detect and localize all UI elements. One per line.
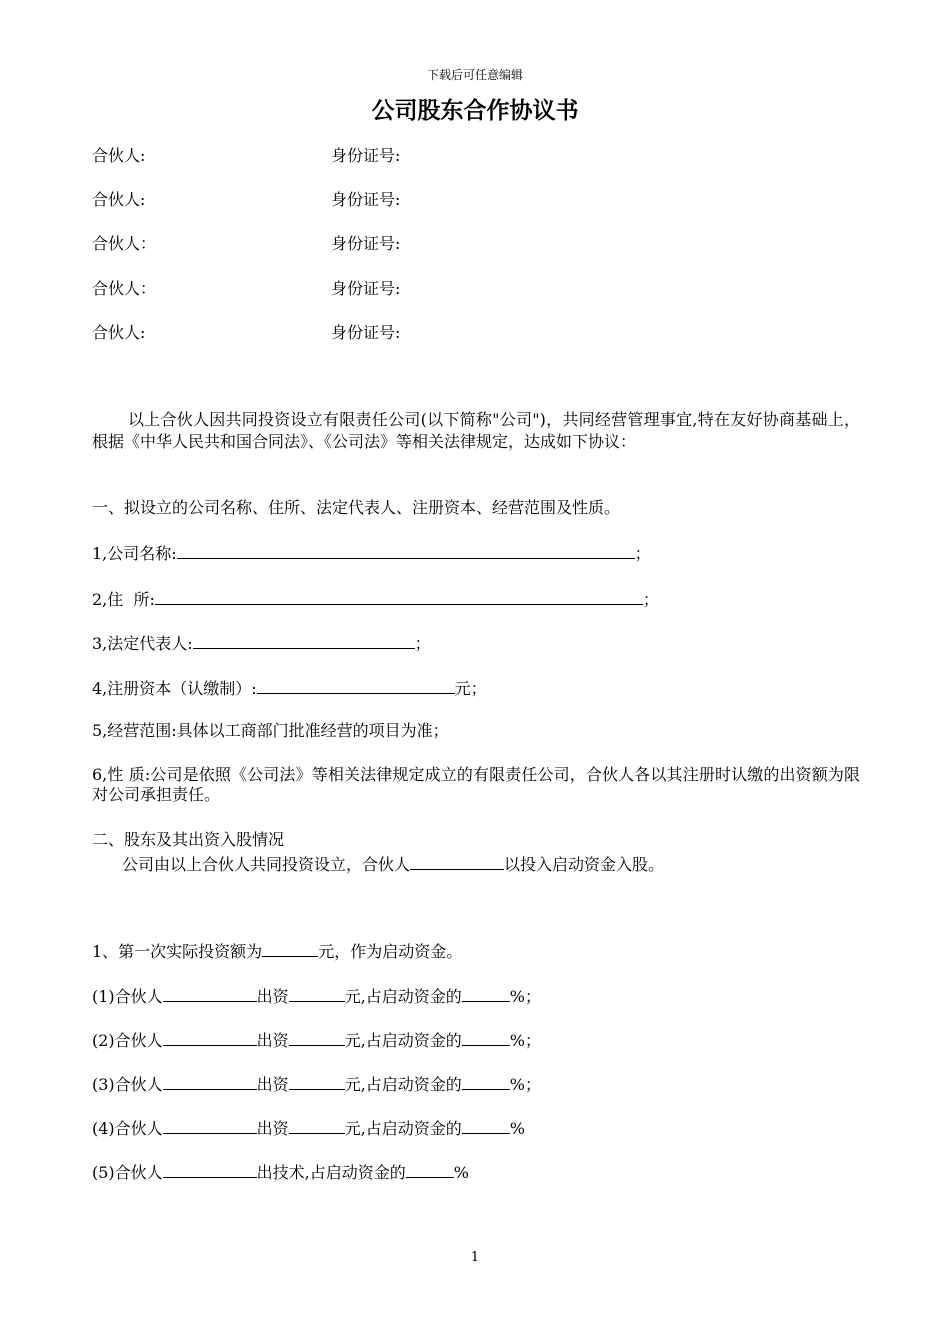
row-prefix: (4)合伙人 bbox=[92, 1119, 163, 1138]
row-mid: 出技术,占启动资金的 bbox=[256, 1163, 406, 1182]
legal-rep-end: ； bbox=[414, 634, 431, 653]
partner-name-blank[interactable] bbox=[410, 853, 504, 870]
row-end: % bbox=[509, 1119, 525, 1138]
partner-blank[interactable] bbox=[163, 1117, 257, 1134]
section2-line bbox=[122, 853, 664, 875]
section1-heading: 一、拟设立的公司名称、住所、法定代表人、注册资本、经营范围及性质。 bbox=[92, 498, 621, 517]
row-prefix: (5)合伙人 bbox=[92, 1163, 163, 1182]
row-end: % bbox=[453, 1163, 469, 1182]
percent-blank[interactable] bbox=[462, 985, 510, 1002]
partner-label: 合伙人: bbox=[92, 146, 146, 165]
company-name-label: 1,公司名称: bbox=[92, 544, 177, 563]
section2-text-a: 公司由以上合伙人共同投资设立，合伙人 bbox=[122, 855, 411, 874]
capital-line bbox=[92, 677, 487, 699]
legal-rep-line bbox=[92, 632, 431, 654]
row-end: %； bbox=[509, 1075, 541, 1094]
id-label: 身份证号: bbox=[331, 234, 401, 253]
row-prefix: (1)合伙人 bbox=[92, 987, 163, 1006]
amount-blank[interactable] bbox=[289, 1073, 345, 1090]
first-investment-text-a: 1、第一次实际投资额为 bbox=[92, 942, 263, 961]
partner-blank[interactable] bbox=[163, 985, 257, 1002]
partner-label: 合伙人： bbox=[92, 279, 157, 298]
partner-label: 合伙人： bbox=[92, 234, 157, 253]
row-yuan: 元,占启动资金的 bbox=[344, 1119, 462, 1138]
company-name-end: ； bbox=[634, 544, 651, 563]
row-yuan: 元,占启动资金的 bbox=[344, 987, 462, 1006]
id-label: 身份证号: bbox=[331, 323, 401, 342]
address-label: 2,住 所: bbox=[92, 590, 155, 609]
capital-label: 4,注册资本（认缴制）: bbox=[92, 679, 257, 698]
header-note: 下载后可任意编辑 bbox=[426, 68, 523, 82]
capital-end: 元； bbox=[454, 679, 487, 698]
row-yuan: 元,占启动资金的 bbox=[344, 1075, 462, 1094]
row-end: %； bbox=[509, 1031, 541, 1050]
first-investment-line bbox=[92, 940, 462, 962]
row-mid: 出资 bbox=[256, 1075, 289, 1094]
amount-blank[interactable] bbox=[289, 985, 345, 1002]
id-label: 身份证号: bbox=[331, 146, 401, 165]
capital-blank[interactable] bbox=[257, 677, 455, 694]
row-end: %； bbox=[509, 987, 541, 1006]
percent-blank[interactable] bbox=[462, 1029, 510, 1046]
partner-label: 合伙人: bbox=[92, 190, 146, 209]
row-prefix: (3)合伙人 bbox=[92, 1075, 163, 1094]
amount-blank[interactable] bbox=[262, 940, 318, 957]
partner-blank[interactable] bbox=[163, 1161, 257, 1178]
amount-blank[interactable] bbox=[289, 1117, 345, 1134]
investment-row bbox=[92, 1117, 525, 1139]
percent-blank[interactable] bbox=[462, 1073, 510, 1090]
company-nature: 6,性 质:公司是依照《公司法》等相关法律规定成立的有限责任公司，合伙人各以其注册时认缴的出资额为限对公司承担责任。 bbox=[92, 765, 860, 804]
legal-rep-label: 3,法定代表人: bbox=[92, 634, 193, 653]
address-line bbox=[92, 588, 659, 610]
percent-blank[interactable] bbox=[406, 1161, 454, 1178]
first-investment-text-b: 元，作为启动资金。 bbox=[318, 942, 463, 961]
row-yuan: 元,占启动资金的 bbox=[344, 1031, 462, 1050]
partner-blank[interactable] bbox=[163, 1073, 257, 1090]
partner-blank[interactable] bbox=[163, 1029, 257, 1046]
section2-heading: 二、股东及其出资入股情况 bbox=[92, 830, 285, 849]
document-title: 公司股东合作协议书 bbox=[371, 98, 579, 124]
investment-row bbox=[92, 1073, 541, 1095]
investment-row bbox=[92, 1029, 541, 1051]
row-mid: 出资 bbox=[256, 1119, 289, 1138]
partner-label: 合伙人: bbox=[92, 323, 146, 342]
row-mid: 出资 bbox=[256, 1031, 289, 1050]
business-scope: 5,经营范围:具体以工商部门批准经营的项目为准； bbox=[92, 721, 449, 740]
address-end: ； bbox=[642, 590, 659, 609]
id-label: 身份证号: bbox=[331, 190, 401, 209]
row-prefix: (2)合伙人 bbox=[92, 1031, 163, 1050]
id-label: 身份证号: bbox=[331, 279, 401, 298]
amount-blank[interactable] bbox=[289, 1029, 345, 1046]
page-number: 1 bbox=[470, 1250, 480, 1265]
intro-paragraph: 以上合伙人因共同投资设立有限责任公司(以下简称"公司")，共同经营管理事宜,特在友好协商基础上，根据《中华人民共和国合同法》、《公司法》等相关法律规定，达成如下协议： bbox=[92, 410, 860, 451]
tech-investment-row bbox=[92, 1161, 469, 1183]
company-name-blank[interactable] bbox=[177, 542, 635, 559]
address-blank[interactable] bbox=[155, 588, 643, 605]
row-mid: 出资 bbox=[256, 987, 289, 1006]
company-name-line bbox=[92, 542, 651, 564]
investment-row bbox=[92, 985, 541, 1007]
section2-text-b: 以投入启动资金入股。 bbox=[504, 855, 665, 874]
legal-rep-blank[interactable] bbox=[193, 632, 415, 649]
percent-blank[interactable] bbox=[462, 1117, 510, 1134]
